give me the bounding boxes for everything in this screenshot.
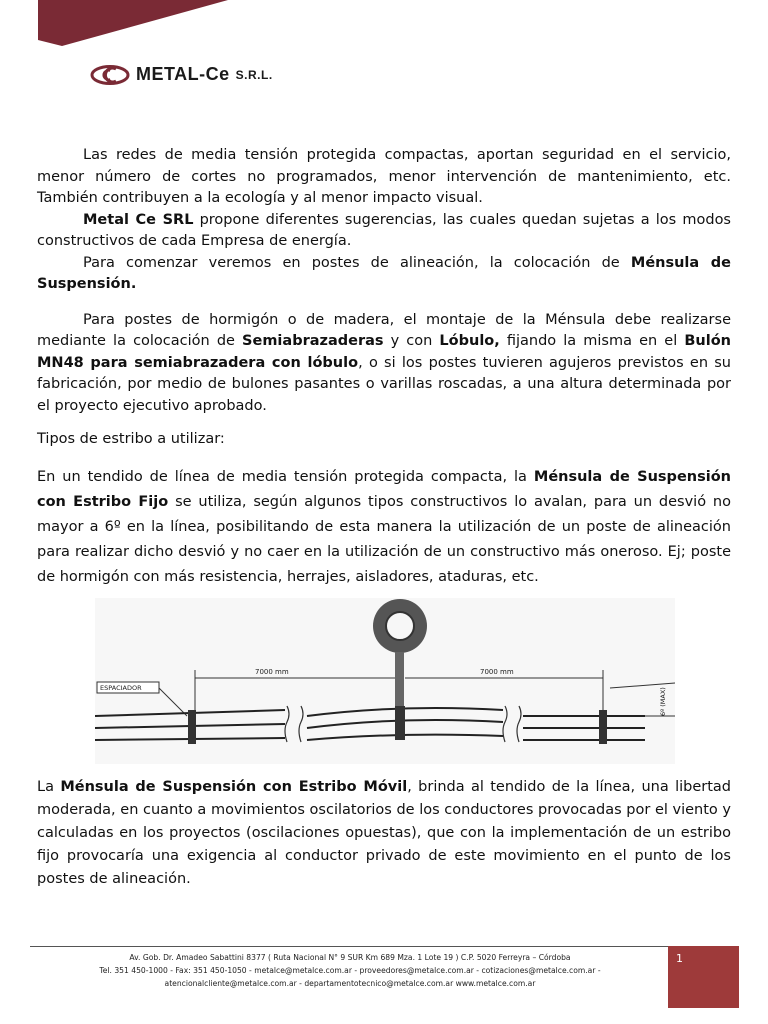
insulator-inner [386,612,414,640]
fijo-text-2: se utiliza, según algunos tipos constructivos lo avalan, para un desvió no mayor a 6º en la línea, posibilitando de esta manera la utilización de un poste de alineación para realizar dicho desvió y no caer en la utilización de un constructivo más oneroso. Ej; poste de hormigón con más resistencia, herrajes, aisladores, ataduras, etc. [37,493,731,585]
metalce-paragraph [37,210,731,253]
footer-rule [30,946,668,947]
mounting-text-1: Para postes de hormigón o de madera, el montaje de la Ménsula debe realizarse mediante la colocación de [37,311,731,349]
document-body [37,145,731,590]
start-paragraph-text: Para comenzar veremos en postes de alineación, la colocación de [83,254,631,271]
fijo-paragraph [37,465,731,590]
logo-text: METAL-Ce [136,64,230,84]
footer-contacts: Tel. 351 450-1000 - Fax: 351 450-1050 - metalce@metalce.com.ar - proveedores@metalce.com.ar - cotizaciones@metalce.com.ar - [99,966,601,975]
company-name: Metal Ce SRL [83,211,194,228]
mounting-paragraph [37,310,731,418]
mounting-text-2: y con [383,333,440,349]
tipos-label: Tipos de estribo a utilizar: [37,431,225,447]
dim-label-left: 7000 mm [255,668,289,676]
vertical-bracket [395,652,404,714]
logo-suffix: S.R.L. [235,67,273,82]
company-logo [90,64,273,85]
movil-text-2: , brinda al tendido de la línea, una libertad moderada, en cuanto a movimientos oscilatorios de los conductores provocadas por el viento y calculadas en los proyectos (oscilaciones opuestas), que con la implementación de un estribo fijo provocaría una exigencia al conductor privado de este movimiento en el punto de los postes de alineación. [37,779,731,887]
estribo-movil-term: Ménsula de Suspensión con Estribo Móvil [60,779,408,795]
spacer-right [599,710,607,744]
footer [40,951,660,990]
mensula-term: Ménsula de Suspensión. [37,254,731,292]
dim-label-right: 7000 mm [480,668,514,676]
mounting-text-4: , o si los postes tuvieren agujeros previstos en su fabricación, por medio de bulones pasantes o varillas roscadas, a una altura determinada por el proyecto ejecutivo aprobado. [37,354,732,414]
header-accent-shape [38,0,228,46]
semiabrazaderas-term: Semiabrazaderas [242,333,384,349]
movil-paragraph [37,776,731,891]
start-paragraph [37,253,731,296]
footer-emails: atencionalcliente@metalce.com.ar - departamentotecnico@metalce.com.ar www.metalce.com.ar [164,979,536,988]
logo-mark-icon [90,65,130,85]
page-number: 1 [676,952,683,965]
spacer-center [395,706,405,740]
suspension-diagram [95,598,675,764]
spacer-label: ESPACIADOR [100,684,142,692]
estribo-fijo-term: Ménsula de Suspensión con Estribo Fijo [37,468,731,510]
header-band [0,0,768,60]
document-body-2 [37,776,731,891]
bulon-term: Bulón MN48 para semiabrazadera con lóbulo [37,333,731,371]
intro-paragraph: Las redes de media tensión protegida compactas, aportan seguridad en el servicio, menor número de cortes no programados, menor intervención de mantenimiento, etc. También contribuyen a la ecología y al menor impacto visual. [37,147,731,206]
lobulo-term: Lóbulo, [439,333,500,349]
spacer-left [188,710,196,744]
mounting-text-3: fijando la misma en el [499,333,685,349]
movil-text-1: La [37,779,61,795]
metalce-paragraph-text: propone diferentes sugerencias, las cuales quedan sujetas a los modos constructivos de cada Empresa de energía. [37,211,731,249]
max-angle-label: 6º (MAX) [659,687,667,716]
footer-address: Av. Gob. Dr. Amadeo Sabattini 8377 ( Ruta Nacional N° 9 SUR Km 689 Mza. 1 Lote 19 ) C.P. 5020 Ferreyra – Córdoba [129,953,571,962]
fijo-text-1: En un tendido de línea de media tensión protegida compacta, la [37,468,534,485]
